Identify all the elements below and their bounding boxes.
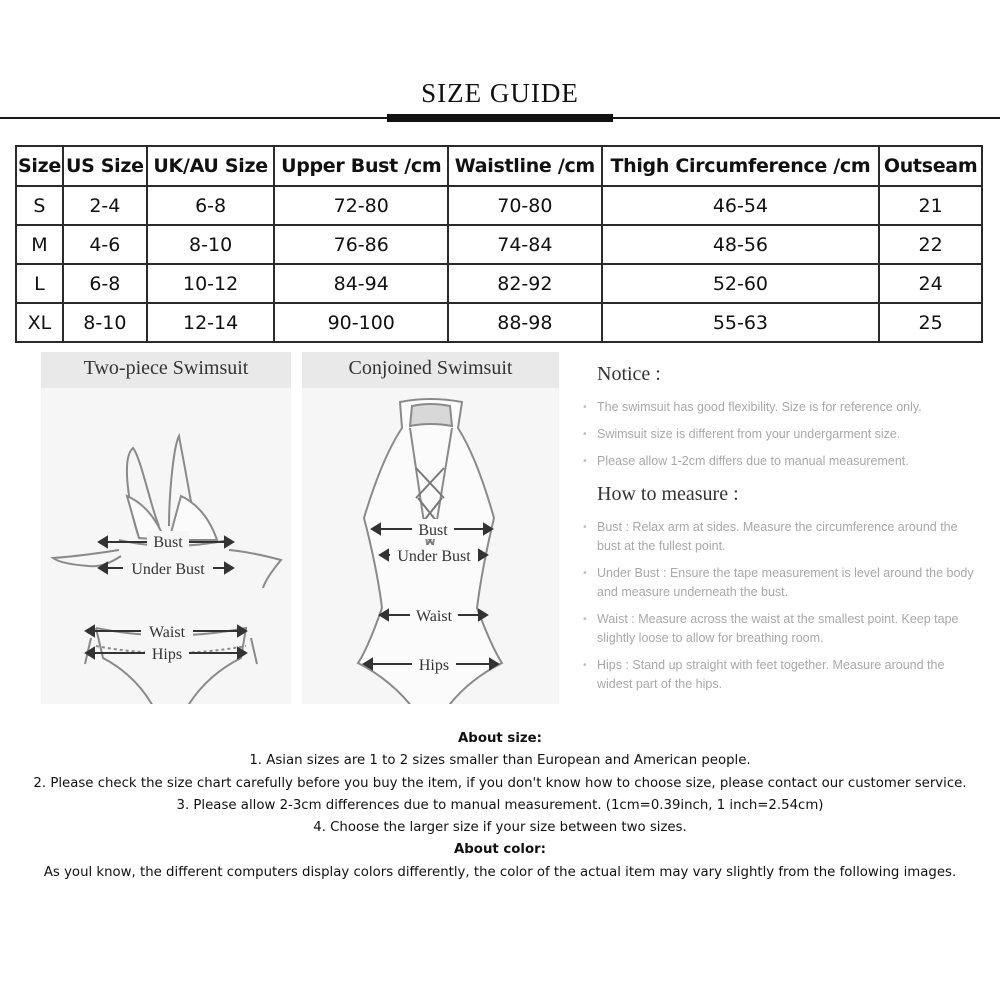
table-cell: XL xyxy=(16,303,63,342)
table-cell: 8-10 xyxy=(147,225,275,264)
table-cell: 6-8 xyxy=(63,264,147,303)
table-cell: 12-14 xyxy=(147,303,275,342)
two-piece-title: Two-piece Swimsuit xyxy=(41,352,291,388)
two-piece-swimsuit-panel xyxy=(41,352,291,704)
table-cell: 10-12 xyxy=(147,264,275,303)
measure-item-text: Bust : Relax arm at sides. Measure the circumference around the bust at the fullest point. xyxy=(597,520,958,553)
table-cell: 8-10 xyxy=(63,303,147,342)
header-size: Size xyxy=(16,146,63,186)
table-cell: 22 xyxy=(879,225,982,264)
notice-list xyxy=(583,398,977,471)
conjoined-diagram xyxy=(302,388,559,704)
table-cell: 6-8 xyxy=(147,186,275,225)
list-item: • The swimsuit has good flexibility. Size is for reference only. xyxy=(583,400,922,414)
header-us-size: US Size xyxy=(63,146,147,186)
notice-title: Notice : xyxy=(597,363,661,385)
about-size-line: 4. Choose the larger size if your size between two sizes. xyxy=(313,820,687,836)
table-cell: 25 xyxy=(879,303,982,342)
table-header-row xyxy=(16,146,982,186)
header-waistline: Waistline /cm xyxy=(448,146,602,186)
table-cell: 46-54 xyxy=(602,186,880,225)
list-item: • Hips : Stand up straight with feet together. Measure around the widest part of the hips. xyxy=(583,658,945,691)
header-uk-au-size: UK/AU Size xyxy=(147,146,275,186)
table-cell: 74-84 xyxy=(448,225,602,264)
table-row xyxy=(16,264,982,303)
conjoined-title: Conjoined Swimsuit xyxy=(302,352,559,388)
list-item: • Bust : Relax arm at sides. Measure the circumference around the bust at the fullest point. xyxy=(583,520,958,553)
about-size-line: 1. Asian sizes are 1 to 2 sizes smaller than European and American people. xyxy=(249,753,751,769)
about-size-line: 2. Please check the size chart carefully before you buy the item, if you don't know how to choose size, please contact our customer service. xyxy=(33,775,967,791)
two-piece-under-bust-label: Under Bust xyxy=(131,561,205,578)
measure-list xyxy=(583,518,977,694)
list-item: • Please allow 1-2cm differs due to manual measurement. xyxy=(583,454,909,468)
table-cell: 2-4 xyxy=(63,186,147,225)
table-cell: 21 xyxy=(879,186,982,225)
list-item: • Swimsuit size is different from your undergarment size. xyxy=(583,427,901,441)
conjoined-swimsuit-panel xyxy=(302,352,559,704)
table-cell: 76-86 xyxy=(274,225,448,264)
table-cell: 88-98 xyxy=(448,303,602,342)
table-row xyxy=(16,303,982,342)
table-row xyxy=(16,186,982,225)
conjoined-waist-label: Waist xyxy=(415,608,453,625)
notice-section xyxy=(583,363,977,702)
table-cell: 52-60 xyxy=(602,264,880,303)
about-color-heading: About color: xyxy=(454,842,546,858)
header-upper-bust: Upper Bust /cm xyxy=(274,146,448,186)
conjoined-under-bust-label: Under Bust xyxy=(397,548,471,565)
page-title: SIZE GUIDE xyxy=(421,78,579,108)
table-cell: 90-100 xyxy=(274,303,448,342)
two-piece-diagram xyxy=(41,388,291,704)
table-cell: 72-80 xyxy=(274,186,448,225)
measure-item-text: Hips : Stand up straight with feet together. Measure around the widest part of the hips. xyxy=(597,658,945,691)
about-section xyxy=(0,728,1000,884)
list-item: • Under Bust : Ensure the tape measurement is level around the body and measure underneath the bust. xyxy=(583,566,974,599)
how-to-measure-title: How to measure : xyxy=(597,483,739,505)
notice-item-text: Swimsuit size is different from your undergarment size. xyxy=(597,427,901,441)
header-outseam: Outseam xyxy=(879,146,982,186)
conjoined-hips-label: Hips xyxy=(418,657,450,674)
notice-item-text: Please allow 1-2cm differs due to manual measurement. xyxy=(597,454,909,468)
table-cell: L xyxy=(16,264,63,303)
about-size-line: 3. Please allow 2-3cm differences due to manual measurement. (1cm=0.39inch, 1 inch=2.54cm) xyxy=(176,797,824,813)
measure-item-text: Waist : Measure across the waist at the smallest point. Keep tape slightly loose to allow for breathing room. xyxy=(597,612,959,645)
title-underline-accent xyxy=(387,114,613,122)
size-table xyxy=(15,145,983,343)
table-cell: S xyxy=(16,186,63,225)
table-cell: 82-92 xyxy=(448,264,602,303)
table-cell: 55-63 xyxy=(602,303,880,342)
table-cell: 84-94 xyxy=(274,264,448,303)
table-cell: M xyxy=(16,225,63,264)
header-thigh-circumference: Thigh Circumference /cm xyxy=(602,146,880,186)
notice-item-text: The swimsuit has good flexibility. Size is for reference only. xyxy=(597,400,922,414)
conjoined-bust-label: Bust xyxy=(418,522,448,539)
table-cell: 4-6 xyxy=(63,225,147,264)
table-cell: 24 xyxy=(879,264,982,303)
about-color-line: As youl know, the different computers display colors differently, the color of the actual item may vary slightly from the following images. xyxy=(43,864,957,880)
measure-item-text: Under Bust : Ensure the tape measurement is level around the body and measure underneath the bust. xyxy=(597,566,974,599)
two-piece-bust-label: Bust xyxy=(153,534,183,551)
about-size-heading: About size: xyxy=(458,731,542,746)
table-row xyxy=(16,225,982,264)
table-cell: 48-56 xyxy=(602,225,880,264)
table-cell: 70-80 xyxy=(448,186,602,225)
two-piece-waist-label: Waist xyxy=(148,624,186,641)
list-item: • Waist : Measure across the waist at the smallest point. Keep tape slightly loose to allow for breathing room. xyxy=(583,612,959,645)
two-piece-hips-label: Hips xyxy=(151,646,183,663)
